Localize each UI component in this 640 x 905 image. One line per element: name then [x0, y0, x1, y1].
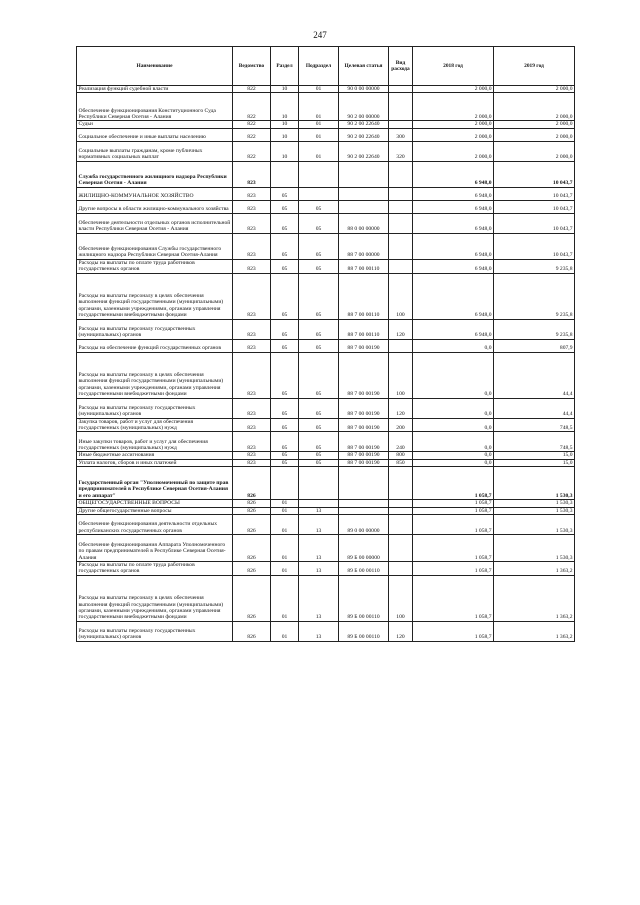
- row-subsection: 05: [299, 339, 339, 352]
- table-row: [77, 515, 575, 535]
- row-section: [271, 467, 299, 500]
- row-exp-type: [389, 93, 413, 121]
- row-value-2019: 15,0: [494, 459, 575, 466]
- row-value-2019: 2 000,0: [494, 86, 575, 93]
- row-subsection: 05: [299, 200, 339, 213]
- row-subsection: [299, 187, 339, 200]
- page-number: 247: [313, 30, 327, 40]
- table-row: [77, 432, 575, 452]
- row-value-2018: 2 000,0: [413, 93, 494, 121]
- row-value-2018: 1 058,7: [413, 535, 494, 562]
- row-section: 05: [271, 452, 299, 459]
- row-target: 90 0 00 00000: [339, 86, 389, 93]
- row-exp-type: 850: [389, 459, 413, 466]
- row-section: 05: [271, 259, 299, 273]
- table-row: [77, 535, 575, 562]
- row-exp-type: [389, 200, 413, 213]
- row-exp-type: [389, 467, 413, 500]
- row-value-2019: 807,9: [494, 339, 575, 352]
- row-value-2018: 6 948,0: [413, 273, 494, 319]
- header-2018: 2018 год: [413, 47, 494, 86]
- row-subsection: 05: [299, 352, 339, 398]
- table-row: [77, 93, 575, 121]
- row-target: 88 7 00 00190: [339, 339, 389, 352]
- table-row: [77, 141, 575, 161]
- row-value-2019: 1 363,2: [494, 621, 575, 641]
- row-subsection: 01: [299, 86, 339, 93]
- row-name: Служба государственного жилищного надзора Республики Северная Осетия - Алания: [77, 161, 233, 187]
- row-section: 10: [271, 86, 299, 93]
- row-exp-type: 100: [389, 575, 413, 621]
- row-exp-type: 320: [389, 141, 413, 161]
- table-row: [77, 452, 575, 459]
- row-exp-type: 200: [389, 418, 413, 432]
- row-value-2018: 1 058,7: [413, 507, 494, 514]
- row-target: [339, 500, 389, 507]
- table-row: [77, 187, 575, 200]
- row-target: 88 7 00 00190: [339, 432, 389, 452]
- row-value-2019: 2 000,0: [494, 141, 575, 161]
- row-dept: 822: [233, 86, 271, 93]
- row-exp-type: [389, 515, 413, 535]
- row-target: 88 7 00 00000: [339, 233, 389, 259]
- row-section: 05: [271, 418, 299, 432]
- table-row: [77, 319, 575, 339]
- row-subsection: 01: [299, 141, 339, 161]
- row-value-2018: 1 058,7: [413, 515, 494, 535]
- row-exp-type: 120: [389, 621, 413, 641]
- row-subsection: 01: [299, 93, 339, 121]
- row-dept: 823: [233, 161, 271, 187]
- row-value-2019: 1 530,3: [494, 500, 575, 507]
- row-exp-type: 100: [389, 273, 413, 319]
- row-value-2018: 0,0: [413, 352, 494, 398]
- row-value-2018: 0,0: [413, 418, 494, 432]
- row-target: 88 0 00 00000: [339, 213, 389, 233]
- row-value-2018: 2 000,0: [413, 141, 494, 161]
- row-subsection: 13: [299, 535, 339, 562]
- row-section: 05: [271, 352, 299, 398]
- row-value-2019: 1 363,2: [494, 575, 575, 621]
- row-value-2019: 2 000,0: [494, 121, 575, 128]
- row-dept: 823: [233, 398, 271, 418]
- table-row: [77, 121, 575, 128]
- row-dept: 823: [233, 213, 271, 233]
- table-row: [77, 562, 575, 576]
- row-target: 88 7 00 00190: [339, 352, 389, 398]
- row-target: [339, 507, 389, 514]
- row-value-2018: 0,0: [413, 452, 494, 459]
- row-target: 88 7 00 00190: [339, 452, 389, 459]
- table-row: [77, 621, 575, 641]
- table-row: [77, 200, 575, 213]
- row-name: Обеспечение функционирования Конституционного Суда Республики Северная Осетия - Алания: [77, 93, 233, 121]
- row-subsection: 05: [299, 213, 339, 233]
- row-dept: 823: [233, 187, 271, 200]
- row-section: 10: [271, 93, 299, 121]
- row-section: 05: [271, 273, 299, 319]
- row-section: 05: [271, 398, 299, 418]
- row-subsection: 01: [299, 128, 339, 141]
- row-value-2019: 748,5: [494, 432, 575, 452]
- row-dept: 823: [233, 233, 271, 259]
- row-name: Закупка товаров, работ и услуг для обеспечения государственных (муниципальных) нужд: [77, 418, 233, 432]
- row-subsection: 05: [299, 432, 339, 452]
- row-name: Расходы на выплаты по оплате труда работников государственных органов: [77, 562, 233, 576]
- row-name: Уплата налогов, сборов и иных платежей: [77, 459, 233, 466]
- row-dept: 823: [233, 273, 271, 319]
- table-row: [77, 467, 575, 500]
- row-value-2018: 2 000,0: [413, 128, 494, 141]
- row-subsection: 13: [299, 575, 339, 621]
- row-value-2019: 44,4: [494, 398, 575, 418]
- row-dept: 826: [233, 562, 271, 576]
- row-section: 01: [271, 500, 299, 507]
- table-row: [77, 398, 575, 418]
- row-subsection: 05: [299, 452, 339, 459]
- row-name: Социальные выплаты гражданам, кроме публичных нормативных социальных выплат: [77, 141, 233, 161]
- row-exp-type: [389, 500, 413, 507]
- row-target: 90 2 00 22640: [339, 128, 389, 141]
- row-section: 01: [271, 535, 299, 562]
- row-value-2019: 2 000,0: [494, 93, 575, 121]
- row-dept: 826: [233, 515, 271, 535]
- row-name: Расходы на выплаты персоналу государственных (муниципальных) органов: [77, 621, 233, 641]
- row-name: Реализация функций судебной власти: [77, 86, 233, 93]
- row-target: 88 7 00 00110: [339, 259, 389, 273]
- row-name: Другие вопросы в области жилищно-коммунального хозяйства: [77, 200, 233, 213]
- table-row: [77, 213, 575, 233]
- row-section: 01: [271, 507, 299, 514]
- row-target: 89 Б 00 00110: [339, 621, 389, 641]
- row-section: 05: [271, 339, 299, 352]
- row-exp-type: [389, 161, 413, 187]
- header-name: Наименование: [77, 47, 233, 86]
- row-subsection: 13: [299, 621, 339, 641]
- table-row: [77, 161, 575, 187]
- row-subsection: 05: [299, 319, 339, 339]
- row-name: Иные закупки товаров, работ и услуг для обеспечения государственных (муниципальных) нужд: [77, 432, 233, 452]
- row-subsection: 05: [299, 273, 339, 319]
- row-name: Обеспечение функционирования Службы государственного жилищного надзора Республики Северная Осетия-Алания: [77, 233, 233, 259]
- row-dept: 826: [233, 500, 271, 507]
- header-dept: Ведомство: [233, 47, 271, 86]
- row-subsection: [299, 467, 339, 500]
- row-name: Иные бюджетные ассигнования: [77, 452, 233, 459]
- row-dept: 822: [233, 141, 271, 161]
- row-section: 05: [271, 213, 299, 233]
- row-value-2019: 10 043,7: [494, 200, 575, 213]
- row-value-2019: 44,4: [494, 352, 575, 398]
- row-value-2019: 10 043,7: [494, 187, 575, 200]
- row-subsection: [299, 500, 339, 507]
- row-target: 89 Б 00 00110: [339, 575, 389, 621]
- row-subsection: 05: [299, 259, 339, 273]
- row-value-2018: 2 000,0: [413, 86, 494, 93]
- table-row: [77, 233, 575, 259]
- row-subsection: 05: [299, 418, 339, 432]
- header-subsection: Подраздел: [299, 47, 339, 86]
- row-value-2018: 0,0: [413, 398, 494, 418]
- row-name: ЖИЛИЩНО-КОММУНАЛЬНОЕ ХОЗЯЙСТВО: [77, 187, 233, 200]
- row-value-2018: 1 058,7: [413, 621, 494, 641]
- row-target: 88 7 00 00190: [339, 398, 389, 418]
- row-value-2019: 1 530,3: [494, 535, 575, 562]
- row-value-2019: 10 043,7: [494, 161, 575, 187]
- row-dept: 822: [233, 128, 271, 141]
- row-exp-type: [389, 535, 413, 562]
- row-value-2019: 1 363,2: [494, 562, 575, 576]
- row-value-2019: 10 043,7: [494, 233, 575, 259]
- row-name: Обеспечение функционирования деятельности отдельных республиканских государственных органов: [77, 515, 233, 535]
- row-dept: 823: [233, 200, 271, 213]
- row-value-2019: 2 000,0: [494, 128, 575, 141]
- table-row: [77, 575, 575, 621]
- row-exp-type: [389, 86, 413, 93]
- row-subsection: 05: [299, 398, 339, 418]
- row-dept: 823: [233, 319, 271, 339]
- row-exp-type: [389, 259, 413, 273]
- row-exp-type: 120: [389, 319, 413, 339]
- row-target: 90 2 00 22640: [339, 141, 389, 161]
- row-name: Обеспечение деятельности отдельных органов исполнительной власти Республики Северная Осетия - Алания: [77, 213, 233, 233]
- row-subsection: 13: [299, 562, 339, 576]
- row-name: Расходы на выплаты персоналу государственных (муниципальных) органов: [77, 398, 233, 418]
- row-target: [339, 187, 389, 200]
- row-value-2018: 1 058,7: [413, 500, 494, 507]
- row-name: Расходы на выплаты персоналу государственных (муниципальных) органов: [77, 319, 233, 339]
- row-target: 88 7 00 00190: [339, 459, 389, 466]
- row-value-2018: 1 058,7: [413, 575, 494, 621]
- row-value-2018: 0,0: [413, 339, 494, 352]
- row-name: Расходы на выплаты персоналу в целях обеспечения выполнения функций государственными (муниципальными) органами, казенными учреждениями, органами управления государственными внебюджетными фондами: [77, 575, 233, 621]
- table-header-row: [77, 47, 575, 86]
- table-row: [77, 273, 575, 319]
- row-target: 88 7 00 00110: [339, 319, 389, 339]
- row-section: 05: [271, 200, 299, 213]
- row-section: 05: [271, 432, 299, 452]
- row-section: 01: [271, 515, 299, 535]
- row-value-2019: 9 235,8: [494, 273, 575, 319]
- table-row: [77, 500, 575, 507]
- budget-table: [76, 46, 575, 642]
- row-section: 10: [271, 121, 299, 128]
- row-target: [339, 467, 389, 500]
- row-section: 05: [271, 459, 299, 466]
- row-value-2018: 6 948,0: [413, 161, 494, 187]
- row-dept: 823: [233, 259, 271, 273]
- row-dept: 822: [233, 121, 271, 128]
- table-row: [77, 86, 575, 93]
- table-row: [77, 259, 575, 273]
- row-name: Расходы на обеспечение функций государственных органов: [77, 339, 233, 352]
- table-row: [77, 352, 575, 398]
- row-value-2018: 6 948,0: [413, 233, 494, 259]
- row-name: Судьи: [77, 121, 233, 128]
- row-target: [339, 161, 389, 187]
- row-exp-type: 240: [389, 432, 413, 452]
- row-target: 89 Б 00 00110: [339, 562, 389, 576]
- row-section: 01: [271, 575, 299, 621]
- row-value-2019: 748,5: [494, 418, 575, 432]
- row-exp-type: [389, 339, 413, 352]
- row-target: 90 2 00 00000: [339, 93, 389, 121]
- row-dept: 823: [233, 452, 271, 459]
- row-dept: 826: [233, 507, 271, 514]
- row-value-2018: 6 948,0: [413, 259, 494, 273]
- row-subsection: 01: [299, 121, 339, 128]
- table-row: [77, 418, 575, 432]
- row-section: [271, 161, 299, 187]
- header-section: Раздел: [271, 47, 299, 86]
- row-value-2018: 6 948,0: [413, 213, 494, 233]
- row-section: 05: [271, 187, 299, 200]
- row-subsection: 13: [299, 507, 339, 514]
- row-section: 05: [271, 233, 299, 259]
- row-exp-type: [389, 562, 413, 576]
- row-exp-type: [389, 121, 413, 128]
- row-name: Другие общегосударственные вопросы: [77, 507, 233, 514]
- row-exp-type: [389, 233, 413, 259]
- row-value-2018: 6 948,0: [413, 319, 494, 339]
- row-exp-type: [389, 507, 413, 514]
- row-target: 88 7 00 00110: [339, 273, 389, 319]
- row-section: 05: [271, 319, 299, 339]
- row-target: 89 Б 00 00000: [339, 535, 389, 562]
- row-target: [339, 200, 389, 213]
- row-exp-type: [389, 213, 413, 233]
- row-dept: 826: [233, 575, 271, 621]
- header-2019: 2019 год: [494, 47, 575, 86]
- row-value-2018: 6 948,0: [413, 187, 494, 200]
- row-name: Расходы на выплаты по оплате труда работников государственных органов: [77, 259, 233, 273]
- row-value-2018: 6 948,0: [413, 200, 494, 213]
- row-dept: 826: [233, 467, 271, 500]
- row-exp-type: 300: [389, 128, 413, 141]
- row-section: 10: [271, 141, 299, 161]
- row-name: Расходы на выплаты персоналу в целях обеспечения выполнения функций государственными (муниципальными) органами, казенными учреждениями, органами управления государственными внебюджетными фондами: [77, 273, 233, 319]
- row-subsection: 05: [299, 459, 339, 466]
- row-dept: 823: [233, 432, 271, 452]
- table-row: [77, 459, 575, 466]
- table-row: [77, 507, 575, 514]
- row-target: 88 7 00 00190: [339, 418, 389, 432]
- row-subsection: [299, 161, 339, 187]
- row-target: 90 2 00 22640: [339, 121, 389, 128]
- row-exp-type: 800: [389, 452, 413, 459]
- row-name: Обеспечение функционирования Аппарата Уполномоченного по правам предпринимателей в Республике Северная Осетия-Алания: [77, 535, 233, 562]
- row-section: 01: [271, 562, 299, 576]
- row-dept: 823: [233, 459, 271, 466]
- row-value-2019: 15,0: [494, 452, 575, 459]
- row-value-2019: 9 235,8: [494, 319, 575, 339]
- row-name: Государственный орган "Уполномоченный по защите прав предпринимателей в Республике Северная Осетия-Алания и его аппарат": [77, 467, 233, 500]
- row-dept: 826: [233, 535, 271, 562]
- row-value-2018: 1 058,7: [413, 467, 494, 500]
- row-value-2018: 0,0: [413, 459, 494, 466]
- row-target: 89 0 00 00000: [339, 515, 389, 535]
- row-value-2019: 1 530,3: [494, 507, 575, 514]
- table-row: [77, 128, 575, 141]
- row-section: 10: [271, 128, 299, 141]
- header-target: Целевая статья: [339, 47, 389, 86]
- row-dept: 823: [233, 418, 271, 432]
- row-name: Социальное обеспечение и иные выплаты населению: [77, 128, 233, 141]
- row-value-2019: 1 530,3: [494, 515, 575, 535]
- row-value-2018: 2 000,0: [413, 121, 494, 128]
- row-dept: 826: [233, 621, 271, 641]
- row-exp-type: 100: [389, 352, 413, 398]
- row-value-2018: 0,0: [413, 432, 494, 452]
- row-dept: 823: [233, 352, 271, 398]
- table-row: [77, 339, 575, 352]
- header-exp-type: Вид расхода: [389, 47, 413, 86]
- row-exp-type: [389, 187, 413, 200]
- row-name: ОБЩЕГОСУДАРСТВЕННЫЕ ВОПРОСЫ: [77, 500, 233, 507]
- row-dept: 823: [233, 339, 271, 352]
- row-name: Расходы на выплаты персоналу в целях обеспечения выполнения функций государственными (муниципальными) органами, казенными учреждениями, органами управления государственными внебюджетными фондами: [77, 352, 233, 398]
- row-value-2019: 10 043,7: [494, 213, 575, 233]
- row-exp-type: 120: [389, 398, 413, 418]
- row-subsection: 13: [299, 515, 339, 535]
- row-value-2018: 1 058,7: [413, 562, 494, 576]
- row-subsection: 05: [299, 233, 339, 259]
- row-dept: 822: [233, 93, 271, 121]
- row-value-2019: 1 530,3: [494, 467, 575, 500]
- row-value-2019: 9 235,8: [494, 259, 575, 273]
- row-section: 01: [271, 621, 299, 641]
